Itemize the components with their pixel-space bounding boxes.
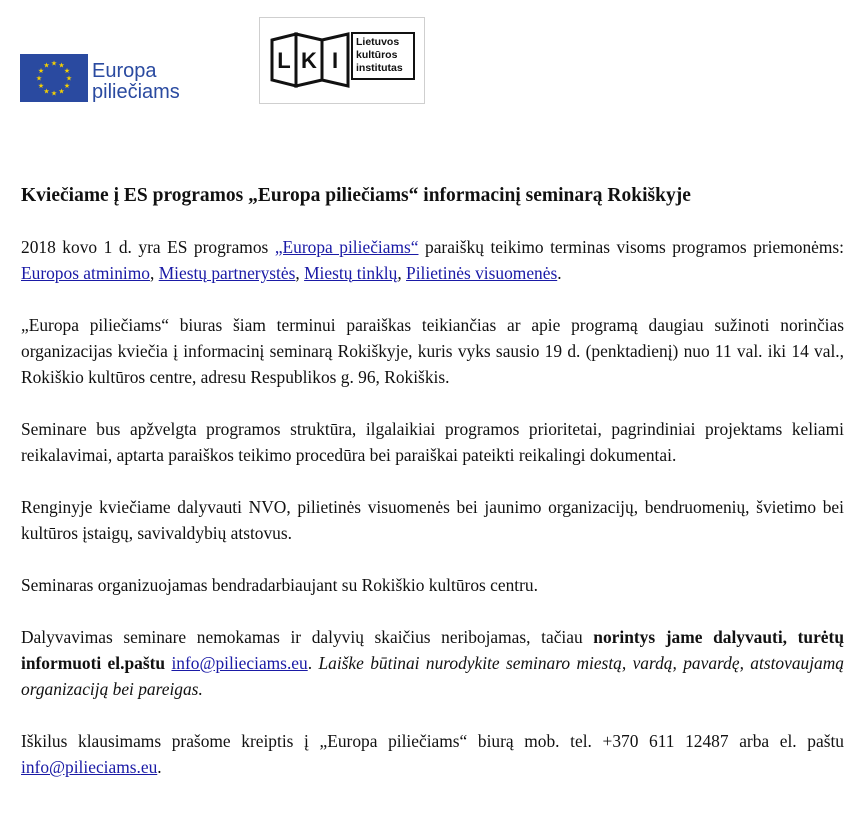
eu-star-icon: ★: [43, 87, 50, 96]
eu-star-icon: ★: [50, 89, 58, 98]
email-link-registration[interactable]: info@pilieciams.eu: [171, 653, 308, 673]
link-miestu-tinklu[interactable]: Miestų tinklų: [304, 263, 398, 283]
eu-star-icon: ★: [43, 61, 50, 70]
eu-star-icon: ★: [35, 74, 43, 83]
eu-star-icon: ★: [37, 82, 45, 90]
lki-letter-i: I: [331, 48, 339, 73]
p1-text-a: 2018 kovo 1 d. yra ES programos: [21, 237, 275, 257]
eu-flag-icon: [20, 54, 88, 102]
eu-star-icon: ★: [50, 59, 58, 68]
p6-text-a: Dalyvavimas seminare nemokamas ir dalyvių skaičius neribojamas, tačiau: [21, 627, 594, 647]
lki-letters-mark: [270, 32, 350, 88]
eu-logo-line2: piliečiams: [92, 81, 180, 103]
p1-text-b: paraiškų teikimo terminas visoms programos priemonėms:: [418, 237, 844, 257]
eu-star-icon: ★: [65, 74, 73, 83]
paragraph-seminar-content: Seminare bus apžvelgta programos struktūra, ilgalaikiai programos prioritetai, pagrindiniai projektams keliami reikalavimai, aptarta paraiškos teikimo procedūra bei paraiškai pateikti reikalingi dokumentai.: [21, 419, 844, 465]
document-title: Kviečiame į ES programos „Europa piliečiams“ informacinį seminarą Rokiškyje: [21, 185, 691, 206]
eu-star-icon: ★: [58, 61, 65, 70]
paragraph-contacts: [21, 728, 844, 780]
p7-end: .: [157, 757, 162, 777]
link-miestu-partnerystes[interactable]: Miestų partnerystės: [158, 263, 296, 283]
eu-star-icon: ★: [37, 67, 45, 75]
link-europos-atminimo[interactable]: Europos atminimo: [21, 263, 150, 283]
p1-sep3: ,: [397, 263, 407, 283]
p1-end: .: [557, 263, 562, 283]
paragraph-seminar-invite: „Europa piliečiams“ biuras šiam terminui paraiškas teikiančias ar apie programą daugiau sužinoti norinčias organizacijas kviečia į informacinį seminarą Rokiškyje, kuris vyks sausio 19 d. (penktadienį) nuo 11 val. iki 14 val., Rokiškio kultūros centre, adresu Respublikos g. 96, Rokiškis.: [21, 315, 844, 387]
eu-star-icon: ★: [63, 67, 71, 75]
paragraph-organizer: Seminaras organizuojamas bendradarbiaujant su Rokiškio kultūros centru.: [21, 575, 538, 595]
europa-pilieciams-logo: [20, 54, 190, 104]
eu-star-icon: ★: [58, 87, 65, 96]
p1-sep2: ,: [295, 263, 305, 283]
p6-bold-text: norintys jame dalyvauti, turėtų informuoti el.paštu: [21, 627, 844, 673]
lki-name-box: [351, 32, 415, 80]
link-europa-pilieciams[interactable]: „Europa piliečiams“: [274, 237, 419, 257]
lki-line1: Lietuvos: [356, 36, 400, 48]
p7-text-a: Iškilus klausimams prašome kreiptis į „Europa piliečiams“ biurą mob. tel. +370 611 12487 arba el. paštu: [21, 731, 844, 751]
p6-text-c: .: [307, 653, 319, 673]
paragraph-audience: Renginyje kviečiame dalyvauti NVO, pilietinės visuomenės bei jaunimo organizacijų, bendruomenių, švietimo bei kultūros įstaigų, savivaldybių atstovus.: [21, 497, 844, 543]
p1-sep1: ,: [149, 263, 159, 283]
document-body: [21, 183, 844, 780]
eu-logo-line1: Europa: [92, 60, 157, 82]
lki-letter-k: K: [301, 48, 317, 73]
lki-line3: institutas: [356, 62, 403, 74]
p6-italic-text: Laiške būtinai nurodykite seminaro miestą, vardą, pavardę, atstovaujamą organizaciją bei pareigas.: [21, 653, 844, 699]
lki-logo: [259, 17, 425, 104]
lki-letter-l: L: [277, 48, 291, 73]
paragraph-deadline: [21, 234, 844, 286]
email-link-contacts[interactable]: info@pilieciams.eu: [21, 757, 158, 777]
link-pilietines-visuomenes[interactable]: Pilietinės visuomenės: [406, 263, 558, 283]
europa-pilieciams-wordmark: [92, 61, 180, 103]
eu-star-icon: ★: [63, 82, 71, 90]
paragraph-registration: [21, 624, 844, 702]
lki-line2: kultūros: [356, 49, 398, 61]
